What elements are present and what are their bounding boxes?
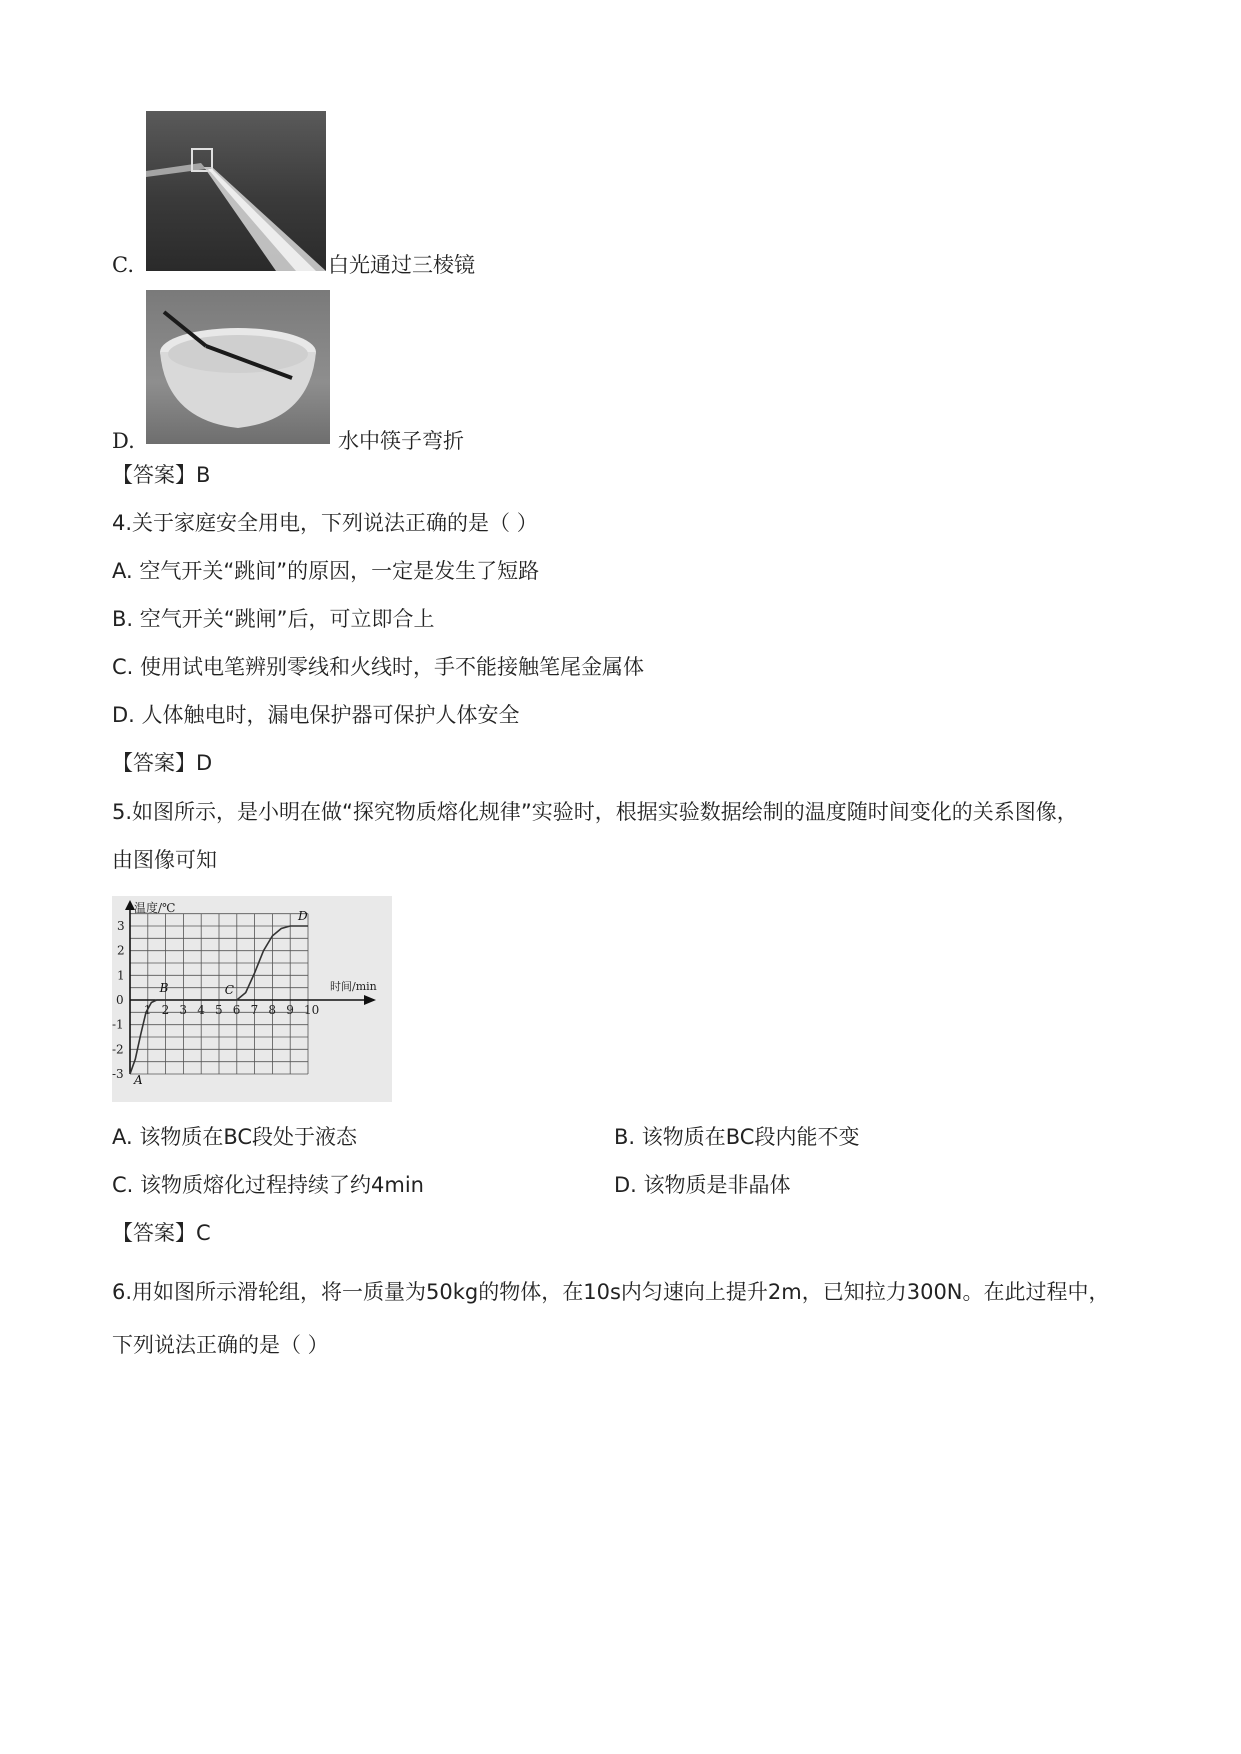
chart-x-tick-label: 6 <box>232 1003 241 1017</box>
chart-y-axis-label: 温度/℃ <box>134 901 176 915</box>
chart-x-tick-label: 3 <box>179 1003 188 1017</box>
chart-point-label: B <box>159 981 169 995</box>
chart-x-tick-label: 2 <box>161 1003 170 1017</box>
chart-y-tick-label: 0 <box>116 993 124 1007</box>
q3-option-c-caption: 白光通过三棱镜 <box>328 253 475 277</box>
q6-stem-line2: 下列说法正确的是（ ） <box>112 1333 329 1357</box>
q5-stem-line1: 5.如图所示，是小明在做“探究物质熔化规律”实验时，根据实验数据绘制的温度随时间变化的关系图像， <box>112 800 1078 824</box>
chart-x-tick-label: 10 <box>304 1003 320 1017</box>
chart-point-label: A <box>134 1073 143 1087</box>
chart-point-label: C <box>224 983 234 997</box>
chart-x-axis-arrow <box>364 995 376 1005</box>
q5-stem-line2: 由图像可知 <box>112 848 217 872</box>
q5-answer: 【答案】C <box>112 1221 211 1245</box>
chart-y-tick-label: -2 <box>112 1042 124 1057</box>
chart-x-tick-label: 5 <box>215 1003 223 1017</box>
chart-y-tick-label: -3 <box>112 1067 124 1081</box>
chart-x-tick-label: 1 <box>143 1003 152 1017</box>
chart-x-tick-label: 8 <box>268 1003 277 1017</box>
q5-option-b: B. 该物质在BC段内能不变 <box>614 1125 860 1149</box>
q5-option-c: C. 该物质熔化过程持续了约4min <box>112 1173 424 1197</box>
bowl-illustration <box>146 290 330 444</box>
chart-x-tick-label: 7 <box>250 1003 259 1017</box>
chart-x-tick-label: 4 <box>197 1003 205 1017</box>
q3-answer: 【答案】B <box>112 463 211 487</box>
q3-option-c-letter: C. <box>112 253 134 277</box>
chart-y-tick-label: 2 <box>117 943 125 958</box>
q5-option-d: D. 该物质是非晶体 <box>614 1173 791 1197</box>
q6-stem-line1: 6.用如图所示滑轮组，将一质量为50kg的物体，在10s内匀速向上提升2m，已知拉力300N。在此过程中， <box>112 1280 1110 1304</box>
q4-option-d: D. 人体触电时，漏电保护器可保护人体安全 <box>112 703 520 727</box>
chart-x-axis-label: 时间/min <box>330 980 377 993</box>
q4-answer: 【答案】D <box>112 751 213 775</box>
chart-y-tick-label: -1 <box>112 1017 124 1032</box>
prism-photo <box>146 111 326 271</box>
prism-light-illustration <box>146 111 326 271</box>
chart-point-label: D <box>298 909 308 923</box>
melting-chart <box>112 896 392 1102</box>
melting-chart-svg <box>112 896 392 1102</box>
q4-option-b: B. 空气开关“跳闸”后，可立即合上 <box>112 607 435 631</box>
chart-y-tick-label: 1 <box>117 968 125 983</box>
q3-option-d-letter: D. <box>112 429 135 453</box>
q4-option-a: A. 空气开关“跳间”的原因，一定是发生了短路 <box>112 559 540 583</box>
q5-option-a: A. 该物质在BC段处于液态 <box>112 1125 358 1149</box>
chopstick-bowl-photo <box>146 290 330 444</box>
q4-option-c: C. 使用试电笔辨别零线和火线时，手不能接触笔尾金属体 <box>112 655 645 679</box>
chart-x-tick-label: 9 <box>286 1003 294 1017</box>
q4-stem: 4.关于家庭安全用电，下列说法正确的是（ ） <box>112 511 538 535</box>
q3-option-d-caption: 水中筷子弯折 <box>338 429 464 453</box>
chart-y-tick-label: 3 <box>117 919 125 933</box>
